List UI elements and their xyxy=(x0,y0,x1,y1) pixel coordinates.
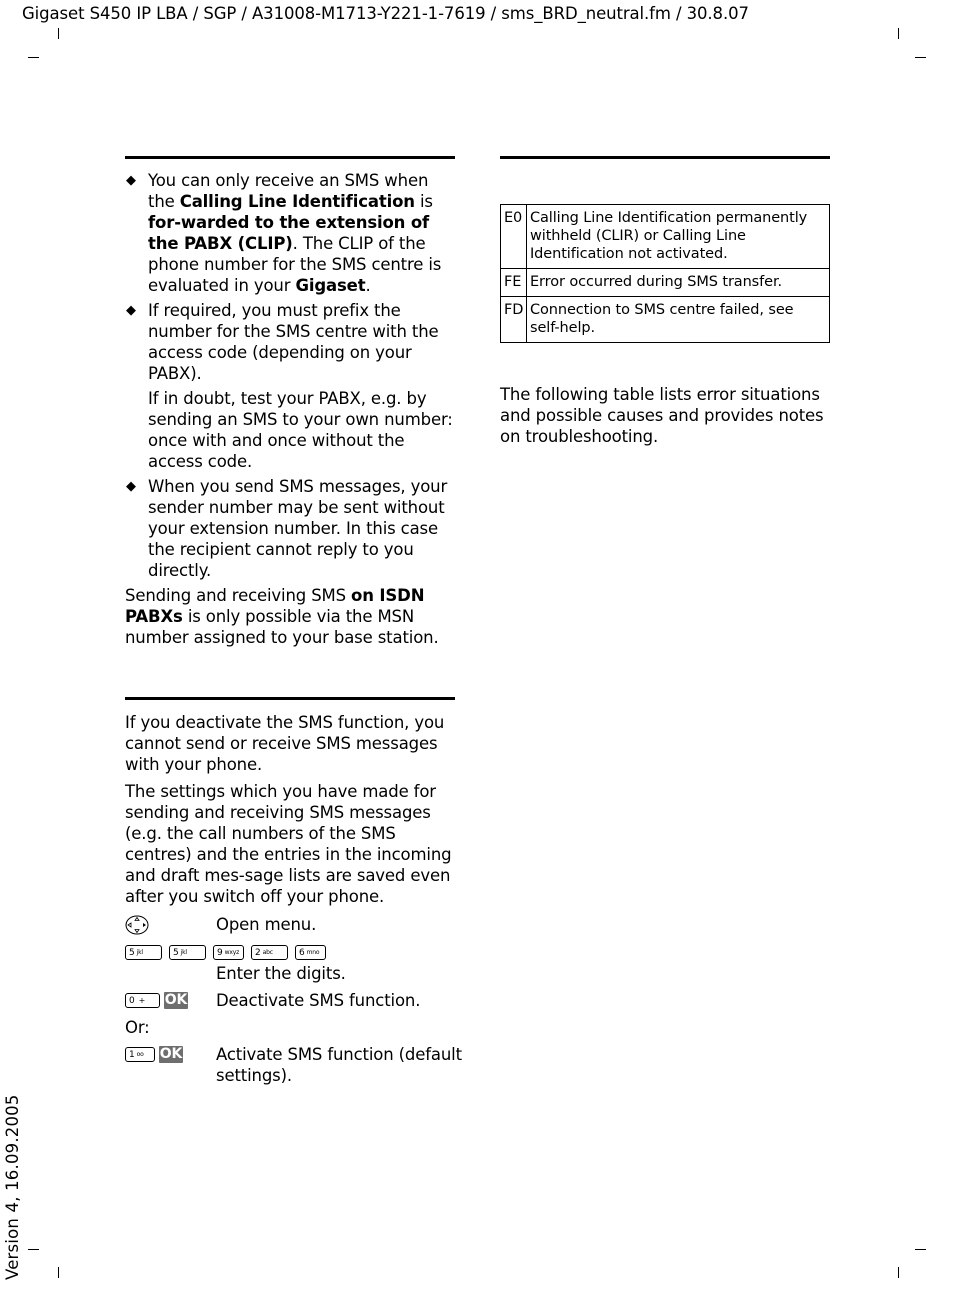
troubleshooting-intro: The following table lists error situations and possible causes and provides notes on troubleshooting. xyxy=(500,385,824,446)
error-description: Calling Line Identification permanently withheld (CLIR) or Calling Line Identification not activated. xyxy=(527,205,830,269)
page-header: Gigaset S450 IP LBA / SGP / A31008-M1713-Y221-1-7619 / sms_BRD_neutral.fm / 30.8.07 xyxy=(22,4,749,23)
procedure-steps xyxy=(125,914,465,1094)
key-6-icon: 6 mno xyxy=(295,945,326,960)
error-code-table xyxy=(500,204,830,343)
clip-note: You can only receive an SMS when the Calling Line Identification is for-warded to the extension of the PABX (CLIP). The CLIP of the phone number for the SMS centre is evaluated in your Gigaset. xyxy=(148,171,442,295)
error-description: Error occurred during SMS transfer. xyxy=(527,269,830,297)
left-section-1 xyxy=(125,170,457,654)
diamond-bullet-icon: ◆ xyxy=(126,173,136,188)
ok-key-icon: OK xyxy=(164,992,188,1008)
table-row xyxy=(501,297,830,343)
error-code: E0 xyxy=(501,205,527,269)
deactivate-intro: If you deactivate the SMS function, you cannot send or receive SMS messages with your phone. xyxy=(125,713,445,774)
key-0-icon: 0 + xyxy=(125,993,160,1008)
ok-key-icon: OK xyxy=(159,1046,183,1062)
crop-mark-top-left-v xyxy=(58,28,59,39)
error-description: Connection to SMS centre failed, see self-help. xyxy=(527,297,830,343)
crop-mark-bottom-left-v xyxy=(58,1267,59,1278)
list-item xyxy=(125,476,457,581)
list-item xyxy=(125,300,457,472)
navigation-key-icon xyxy=(125,915,149,935)
crop-mark-bottom-right-v xyxy=(898,1267,899,1278)
left-section-2 xyxy=(125,712,457,913)
step-or xyxy=(125,1017,465,1038)
isdn-note: Sending and receiving SMS on ISDN PABXs is only possible via the MSN number assigned to your base station. xyxy=(125,586,439,647)
crop-mark-bottom-left-h xyxy=(28,1249,39,1250)
sender-number-note: When you send SMS messages, your sender number may be sent without your extension number. In this case the recipient cannot reply to you directly. xyxy=(148,477,448,580)
list-item xyxy=(125,170,457,296)
right-section xyxy=(500,384,832,453)
key-2-icon: 2 abc xyxy=(251,945,288,960)
settings-note: The settings which you have made for sending and receiving SMS messages (e.g. the call numbers of the SMS centres) and the entries in the incoming and draft mes-sage lists are saved even after you switch off your phone. xyxy=(125,782,452,906)
section-rule-left-top xyxy=(125,156,455,159)
key-1-icon: 1 oo xyxy=(125,1047,155,1062)
key-5-icon: 5 jkl xyxy=(125,945,162,960)
version-stamp xyxy=(3,1094,23,1280)
diamond-bullet-icon: ◆ xyxy=(126,303,136,318)
requirements-list xyxy=(125,170,457,581)
crop-mark-top-right-h xyxy=(915,57,926,58)
step-description: Open menu. xyxy=(216,915,317,934)
table-row xyxy=(501,269,830,297)
key-5-icon: 5 jkl xyxy=(169,945,206,960)
step-description: Deactivate SMS function. xyxy=(216,991,421,1010)
error-code: FD xyxy=(501,297,527,343)
version-text: Version 4, 16.09.2005 xyxy=(3,1094,22,1280)
crop-mark-bottom-right-h xyxy=(915,1249,926,1250)
step-description: Activate SMS function (default settings). xyxy=(216,1045,462,1085)
test-pabx-note: If in doubt, test your PABX, e.g. by sending an SMS to your own number: once with and once without the access code. xyxy=(148,389,453,471)
crop-mark-top-right-v xyxy=(898,28,899,39)
diamond-bullet-icon: ◆ xyxy=(126,479,136,494)
crop-mark-top-left-h xyxy=(28,57,39,58)
or-label: Or: xyxy=(125,1018,150,1037)
section-rule-right-top xyxy=(500,156,830,159)
key-9-icon: 9 wxyz xyxy=(213,945,244,960)
access-code-note: If required, you must prefix the number for the SMS centre with the access code (depending on your PABX). xyxy=(148,301,439,383)
table-row xyxy=(501,205,830,269)
error-code: FE xyxy=(501,269,527,297)
step-description: Enter the digits. xyxy=(216,964,346,983)
section-rule-left-middle xyxy=(125,697,455,700)
